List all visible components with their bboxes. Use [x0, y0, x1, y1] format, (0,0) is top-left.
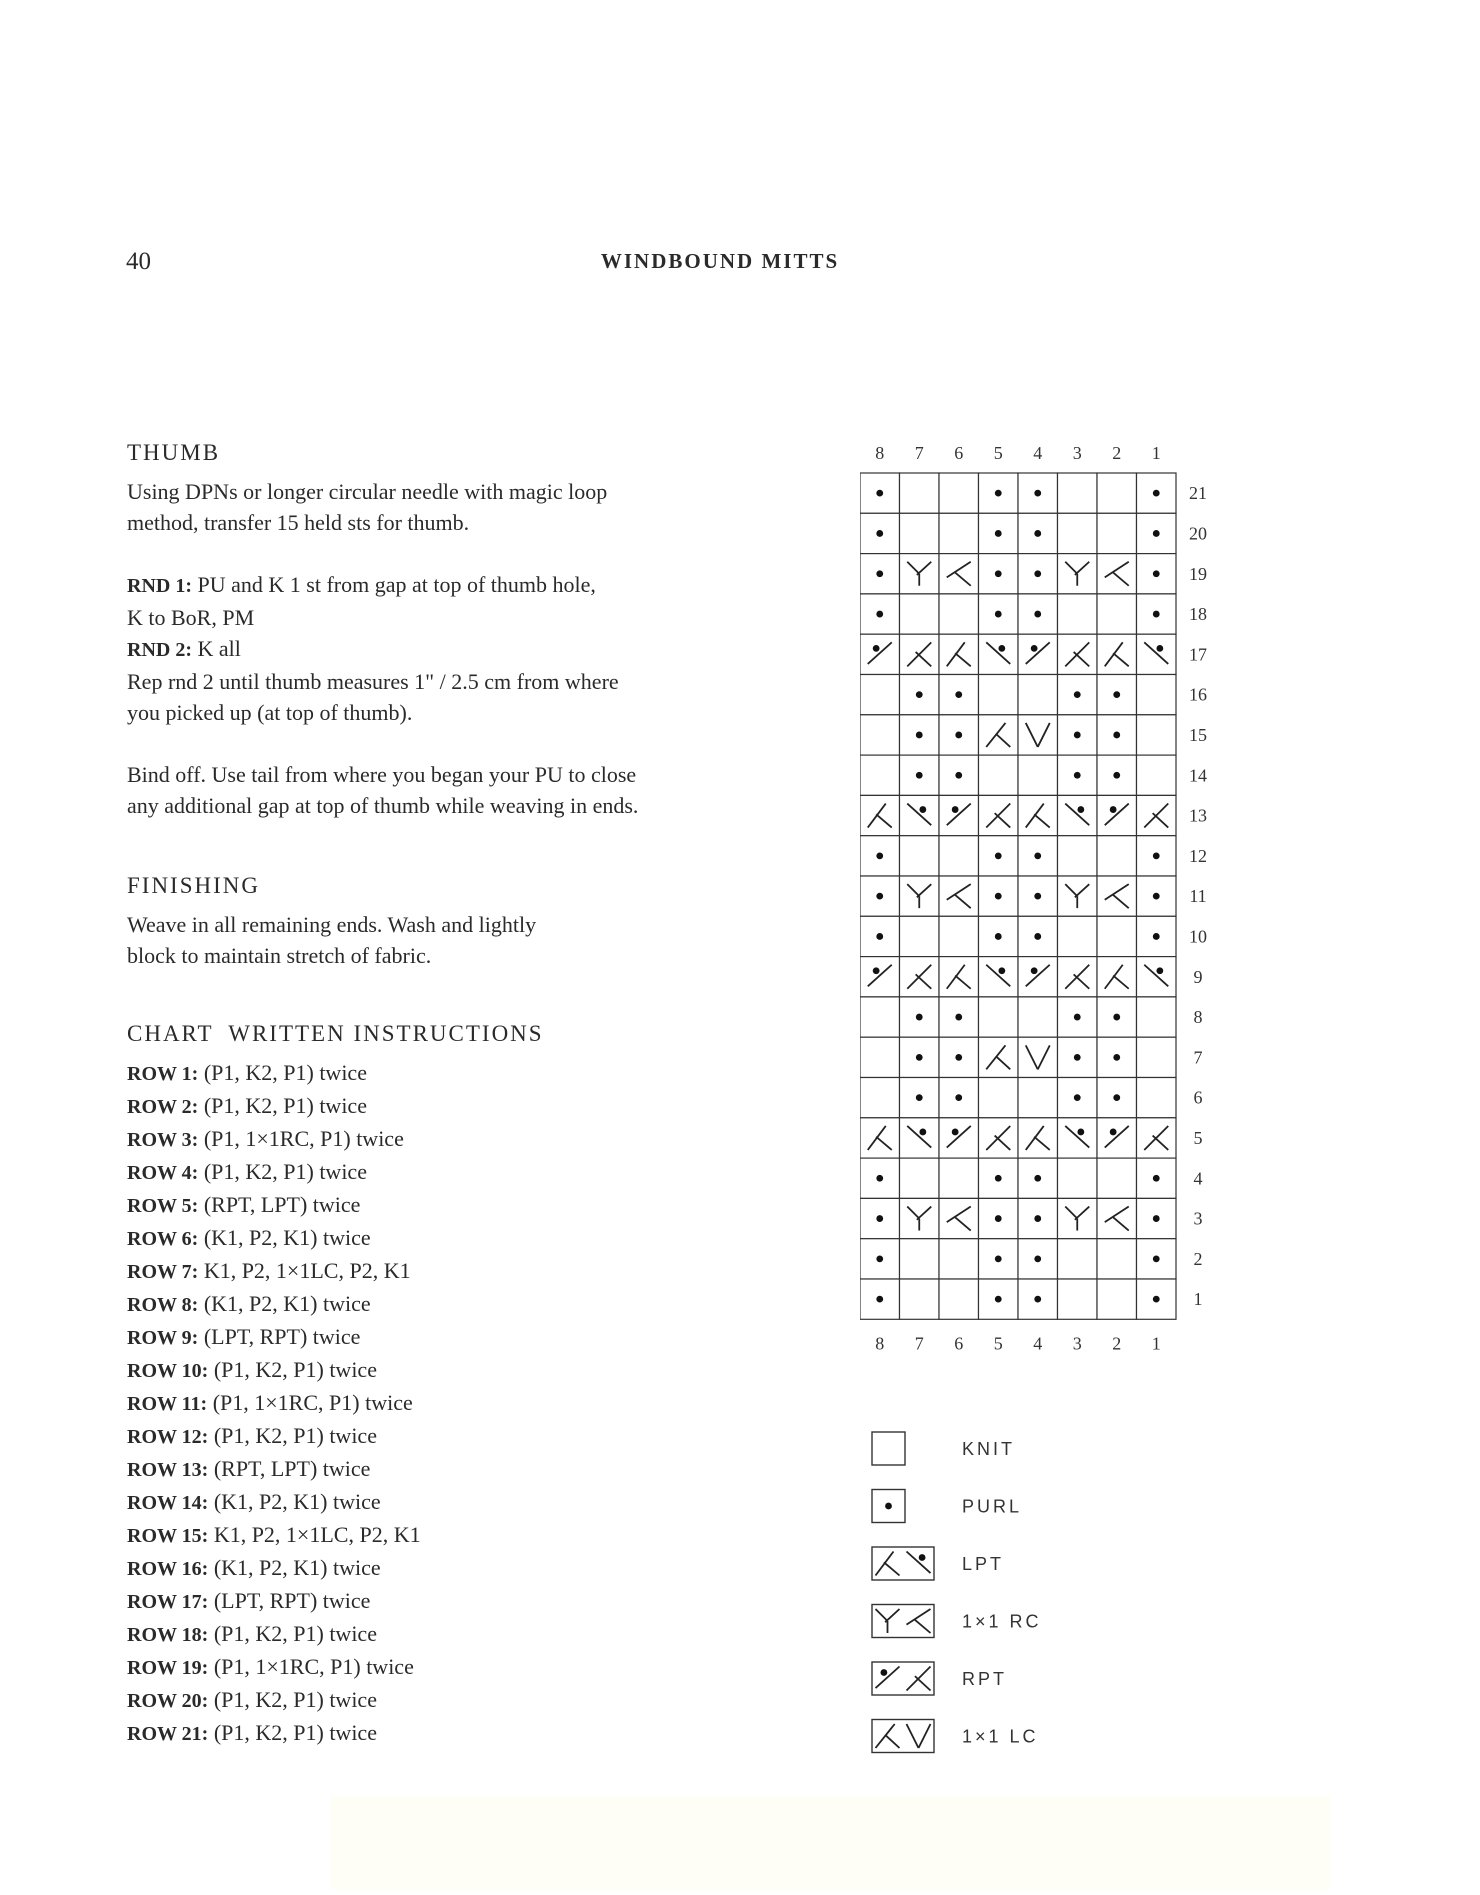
chart-cell-lc: [1018, 1037, 1058, 1077]
chart-cell-k: [900, 916, 940, 956]
bind-line: any additional gap at top of thumb while weaving in ends.: [127, 793, 639, 818]
row-instruction: [127, 1222, 747, 1255]
chart-cell-k: [939, 836, 979, 876]
row-instruction-text: (P1, 1×1RC, P1) twice: [208, 1654, 414, 1679]
row-instruction: [127, 1717, 747, 1750]
chart-cell-lpt: [1018, 795, 1058, 835]
row-instruction-text: (P1, 1×1RC, P1) twice: [207, 1390, 413, 1415]
stitch-symbol-p: [876, 530, 883, 537]
legend-label: KNIT: [962, 1439, 1016, 1459]
stitch-symbol-p: [955, 1014, 962, 1021]
stitch-symbol-p: [1074, 1094, 1081, 1101]
chart-cell-k: [1018, 675, 1058, 715]
finishing-line: block to maintain stretch of fabric.: [127, 943, 432, 968]
chart-cell-k: [1097, 1158, 1137, 1198]
column-label-bottom: 6: [954, 1333, 964, 1354]
stitch-symbol-p: [1153, 490, 1160, 497]
chart-cell-k: [900, 594, 940, 634]
row-instruction-text: (P1, K2, P1) twice: [208, 1621, 377, 1646]
chart-cell-lpt: [939, 957, 979, 997]
row-instruction-label: ROW 7:: [127, 1261, 199, 1283]
column-label-bottom: 3: [1072, 1333, 1082, 1354]
row-number-label: 16: [1189, 684, 1207, 705]
stitch-symbol-p: [1074, 772, 1081, 779]
chart-cell-k: [939, 1279, 979, 1319]
stitch-symbol-p: [995, 611, 1002, 618]
column-label-bottom: 5: [993, 1333, 1003, 1354]
chart-cell-k: [979, 997, 1019, 1037]
row-number-label: 19: [1189, 563, 1207, 584]
row-instruction-label: ROW 5:: [127, 1195, 199, 1217]
legend-label: 1×1 LC: [962, 1726, 1039, 1747]
stitch-symbol-p: [955, 772, 962, 779]
row-instruction: [127, 1585, 747, 1618]
row-number-label: 17: [1189, 644, 1207, 665]
stitch-symbol-p: [876, 1175, 883, 1182]
stitch-symbol-p: [916, 772, 923, 779]
row-instruction: [127, 1420, 747, 1453]
row-instruction: [127, 1552, 747, 1585]
chart-cell-k: [1058, 473, 1098, 513]
stitch-symbol-p: [1034, 1215, 1041, 1222]
row-instruction-label: ROW 12:: [127, 1426, 209, 1448]
rnd1-label: RND 1:: [127, 575, 192, 597]
chart-cell-lpt: [1097, 957, 1137, 997]
row-number-label: 21: [1189, 483, 1207, 504]
legend-label: LPT: [962, 1554, 1005, 1574]
column-label-bottom: 8: [875, 1333, 885, 1354]
chart-cell-k: [1097, 473, 1137, 513]
row-instruction-text: (K1, P2, K1) twice: [198, 1225, 371, 1250]
chart-cell-k: [1137, 675, 1177, 715]
instructions-heading: CHART WRITTEN INSTRUCTIONS: [127, 1021, 544, 1046]
stitch-symbol-p: [1034, 611, 1041, 618]
rnd2-text: K all: [192, 636, 241, 661]
legend-label: RPT: [962, 1669, 1007, 1689]
chart-cell-k: [1097, 1279, 1137, 1319]
chart-cell-k: [1137, 715, 1177, 755]
knitting-chart: [860, 0, 1240, 1890]
stitch-symbol-p: [995, 570, 1002, 577]
row-instruction-text: (K1, P2, K1) twice: [198, 1291, 371, 1316]
row-instruction-label: ROW 21:: [127, 1723, 209, 1745]
row-number-label: 11: [1189, 886, 1207, 907]
bind-line: Bind off. Use tail from where you began your PU to close: [127, 762, 637, 787]
stitch-symbol-p: [876, 490, 883, 497]
stitch-symbol-p: [1153, 570, 1160, 577]
row-instruction-label: ROW 6:: [127, 1228, 199, 1250]
stitch-symbol-p: [1074, 691, 1081, 698]
chart-cell-k: [939, 916, 979, 956]
stitch-symbol-p: [1153, 1296, 1160, 1303]
legend-label: 1×1 RC: [962, 1611, 1042, 1632]
row-number-label: 7: [1193, 1047, 1203, 1068]
row-instruction-label: ROW 1:: [127, 1063, 199, 1085]
stitch-symbol-p: [1153, 1175, 1160, 1182]
row-instruction-text: (P1, K2, P1) twice: [198, 1159, 367, 1184]
stitch-symbol-p: [1034, 933, 1041, 940]
stitch-symbol-p: [916, 732, 923, 739]
stitch-symbol-p: [1034, 1255, 1041, 1262]
stitch-symbol-p: [1074, 1054, 1081, 1061]
stitch-symbol-p: [916, 1014, 923, 1021]
stitch-symbol-p: [955, 1094, 962, 1101]
stitch-symbol-p: [876, 1296, 883, 1303]
chart-cell-k: [979, 1078, 1019, 1118]
row-instruction-label: ROW 11:: [127, 1393, 208, 1415]
row-instruction-label: ROW 17:: [127, 1591, 209, 1613]
stitch-symbol-p: [1034, 893, 1041, 900]
row-instruction-label: ROW 9:: [127, 1327, 199, 1349]
stitch-symbol-p: [916, 691, 923, 698]
chart-cell-k: [860, 1037, 900, 1077]
legend-label: PURL: [962, 1496, 1023, 1517]
row-instruction-label: ROW 18:: [127, 1624, 209, 1646]
chart-cell-k: [1097, 836, 1137, 876]
chart-cell-k: [860, 755, 900, 795]
chart-cell-k: [939, 513, 979, 553]
chart-cell-rc: [1097, 876, 1137, 916]
stitch-symbol-p: [995, 490, 1002, 497]
row-instruction: [127, 1387, 747, 1420]
chart-cell-k: [1137, 997, 1177, 1037]
column-label-top: 8: [875, 443, 885, 463]
stitch-symbol-p: [1153, 1215, 1160, 1222]
column-label-top: 1: [1151, 443, 1161, 463]
rep-line: you picked up (at top of thumb).: [127, 700, 413, 725]
stitch-symbol-p: [1113, 732, 1120, 739]
stitch-symbol-p: [1034, 530, 1041, 537]
stitch-symbol-p: [995, 933, 1002, 940]
row-instruction-text: K1, P2, 1×1LC, P2, K1: [198, 1258, 411, 1283]
stitch-symbol-p: [1153, 1255, 1160, 1262]
finishing-heading: FINISHING: [127, 873, 260, 898]
row-instruction: [127, 1321, 747, 1354]
row-number-label: 5: [1193, 1127, 1203, 1148]
chart-cell-k: [860, 675, 900, 715]
stitch-symbol-p: [876, 1255, 883, 1262]
thumb-intro-line: method, transfer 15 held sts for thumb.: [127, 510, 470, 535]
row-instruction-label: ROW 3:: [127, 1129, 199, 1151]
row-instruction-text: (P1, K2, P1) twice: [198, 1060, 367, 1085]
row-instruction-text: (P1, K2, P1) twice: [208, 1687, 377, 1712]
chart-cell-k: [860, 1078, 900, 1118]
column-label-top: 5: [993, 443, 1003, 463]
stitch-symbol-p: [1034, 570, 1041, 577]
chart-cell-lc: [1018, 715, 1058, 755]
stitch-symbol-p: [885, 1503, 892, 1510]
column-label-top: 3: [1072, 443, 1082, 463]
stitch-symbol-p: [1113, 1014, 1120, 1021]
row-instruction: [127, 1453, 747, 1486]
stitch-symbol-p: [876, 1215, 883, 1222]
row-instruction: [127, 1288, 747, 1321]
row-instruction: [127, 1684, 747, 1717]
row-instruction-text: (P1, 1×1RC, P1) twice: [198, 1126, 404, 1151]
row-number-label: 6: [1193, 1087, 1203, 1108]
chart-cell-k: [939, 1239, 979, 1279]
row-instruction: [127, 1519, 747, 1552]
chart-cell-k: [1137, 1078, 1177, 1118]
stitch-symbol-p: [1153, 611, 1160, 618]
row-number-label: 15: [1189, 724, 1207, 745]
row-instruction: [127, 1651, 747, 1684]
row-instruction-label: ROW 13:: [127, 1459, 209, 1481]
chart-cell-rc: [939, 554, 979, 594]
chart-cell-k: [1058, 1239, 1098, 1279]
rnd2-label: RND 2:: [127, 639, 192, 661]
row-instruction: [127, 1123, 747, 1156]
column-label-top: 6: [954, 443, 964, 463]
row-instruction-label: ROW 16:: [127, 1558, 209, 1580]
stitch-symbol-p: [1153, 530, 1160, 537]
row-number-label: 9: [1193, 966, 1203, 987]
row-instruction-text: (P1, K2, P1) twice: [208, 1720, 377, 1745]
chart-cell-k: [1058, 594, 1098, 634]
chart-cell-k: [900, 1239, 940, 1279]
stitch-symbol-p: [1034, 852, 1041, 859]
stitch-symbol-p: [995, 893, 1002, 900]
column-label-bottom: 1: [1151, 1333, 1161, 1354]
row-instruction-label: ROW 14:: [127, 1492, 209, 1514]
chart-cell-k: [939, 473, 979, 513]
row-number-label: 8: [1193, 1007, 1203, 1028]
stitch-symbol-p: [1034, 1175, 1041, 1182]
stitch-symbol-p: [1153, 933, 1160, 940]
legend-swatch: [872, 1662, 934, 1695]
stitch-symbol-p: [995, 530, 1002, 537]
column-label-top: 4: [1033, 443, 1043, 463]
chart-cell-k: [1097, 1239, 1137, 1279]
chart-cell-lpt: [939, 634, 979, 674]
row-instruction: [127, 1255, 747, 1288]
row-instruction-text: (P1, K2, P1) twice: [208, 1423, 377, 1448]
stitch-symbol-p: [916, 1054, 923, 1061]
row-number-label: 3: [1193, 1208, 1203, 1229]
chart-cell-k: [1097, 513, 1137, 553]
stitch-symbol-p: [955, 1054, 962, 1061]
chart-cell-k: [1058, 1279, 1098, 1319]
row-instruction-text: (K1, P2, K1) twice: [208, 1489, 381, 1514]
rnd1-line: [127, 569, 747, 602]
stitch-symbol-p: [1113, 691, 1120, 698]
row-instruction: [127, 1354, 747, 1387]
row-number-label: 1: [1193, 1289, 1203, 1310]
legend-swatch: [872, 1547, 934, 1580]
stitch-symbol-p: [876, 933, 883, 940]
row-number-label: 18: [1189, 604, 1207, 625]
chart-cell-k: [900, 836, 940, 876]
stitch-symbol-p: [995, 1255, 1002, 1262]
chart-cell-k: [900, 1158, 940, 1198]
stitch-symbol-p: [995, 1296, 1002, 1303]
chart-cell-rc: [939, 1198, 979, 1238]
thumb-heading: THUMB: [127, 440, 221, 465]
row-number-label: 13: [1189, 805, 1207, 826]
stitch-symbol-p: [1113, 1054, 1120, 1061]
chart-cell-k: [900, 473, 940, 513]
row-instruction-label: ROW 2:: [127, 1096, 199, 1118]
row-number-label: 12: [1189, 845, 1207, 866]
stitch-symbol-p: [995, 1215, 1002, 1222]
column-label-bottom: 4: [1033, 1333, 1043, 1354]
finishing-line: Weave in all remaining ends. Wash and lightly: [127, 912, 537, 937]
chart-cell-k: [939, 1158, 979, 1198]
chart-cell-lpt: [1018, 1118, 1058, 1158]
row-instruction: [127, 1486, 747, 1519]
chart-cell-k: [1058, 916, 1098, 956]
chart-cell-k: [979, 755, 1019, 795]
chart-cell-k: [1097, 916, 1137, 956]
chart-cell-k: [1097, 594, 1137, 634]
chart-cell-rc: [1097, 554, 1137, 594]
chart-cell-rc: [939, 876, 979, 916]
chart-cell-k: [1058, 513, 1098, 553]
row-instruction-label: ROW 8:: [127, 1294, 199, 1316]
rep-line: Rep rnd 2 until thumb measures 1" / 2.5 cm from where: [127, 669, 619, 694]
chart-area: [860, 0, 1240, 1890]
row-instruction-text: (RPT, LPT) twice: [208, 1456, 371, 1481]
page-number: 40: [126, 248, 151, 275]
stitch-symbol-p: [876, 852, 883, 859]
row-instruction-label: ROW 20:: [127, 1690, 209, 1712]
row-instruction: [127, 1156, 747, 1189]
chart-cell-lpt: [860, 795, 900, 835]
row-number-label: 2: [1193, 1248, 1203, 1269]
legend-swatch: [872, 1432, 905, 1465]
stitch-symbol-p: [916, 1094, 923, 1101]
row-number-label: 20: [1189, 523, 1207, 544]
row-instruction-label: ROW 15:: [127, 1525, 209, 1547]
page-tint: [330, 1796, 1330, 1890]
column-label-top: 2: [1112, 443, 1122, 463]
row-number-label: 14: [1189, 765, 1207, 786]
stitch-symbol-p: [1034, 490, 1041, 497]
column-label-bottom: 2: [1112, 1333, 1122, 1354]
stitch-symbol-p: [1074, 1014, 1081, 1021]
column-label-top: 7: [914, 443, 924, 463]
stitch-symbol-p: [1034, 1296, 1041, 1303]
row-instruction-label: ROW 19:: [127, 1657, 209, 1679]
chart-cell-k: [1137, 755, 1177, 795]
row-instruction: [127, 1090, 747, 1123]
row-instruction-text: (P1, K2, P1) twice: [208, 1357, 377, 1382]
stitch-symbol-p: [876, 893, 883, 900]
row-instruction-text: (K1, P2, K1) twice: [208, 1555, 381, 1580]
chart-cell-k: [1058, 836, 1098, 876]
row-instruction: [127, 1189, 747, 1222]
stitch-symbol-p: [955, 691, 962, 698]
row-instructions: [127, 1057, 747, 1750]
row-instruction-text: (P1, K2, P1) twice: [198, 1093, 367, 1118]
stitch-symbol-p: [876, 570, 883, 577]
row-instruction-text: (LPT, RPT) twice: [198, 1324, 361, 1349]
row-number-label: 10: [1189, 926, 1207, 947]
chart-cell-rc: [1097, 1198, 1137, 1238]
chart-cell-k: [860, 997, 900, 1037]
chart-cell-k: [1018, 755, 1058, 795]
stitch-symbol-p: [876, 611, 883, 618]
running-title: WINDBOUND MITTS: [600, 249, 840, 273]
thumb-intro-line: Using DPNs or longer circular needle with magic loop: [127, 479, 608, 504]
row-number-label: 4: [1193, 1168, 1203, 1189]
chart-cell-k: [860, 715, 900, 755]
chart-cell-k: [900, 1279, 940, 1319]
stitch-symbol-p: [1153, 893, 1160, 900]
chart-cell-k: [900, 513, 940, 553]
row-instruction-text: (LPT, RPT) twice: [208, 1588, 371, 1613]
row-instruction: [127, 1057, 747, 1090]
rnd1-line2: K to BoR, PM: [127, 605, 255, 630]
row-instruction-label: ROW 4:: [127, 1162, 199, 1184]
row-instruction: [127, 1618, 747, 1651]
row-instruction-label: ROW 10:: [127, 1360, 209, 1382]
chart-cell-k: [1018, 997, 1058, 1037]
stitch-symbol-p: [1113, 1094, 1120, 1101]
chart-cell-k: [1058, 1158, 1098, 1198]
row-instruction-text: (RPT, LPT) twice: [198, 1192, 361, 1217]
text-column: [127, 440, 747, 1750]
rnd1-text: PU and K 1 st from gap at top of thumb hole,: [192, 572, 596, 597]
stitch-symbol-p: [1113, 772, 1120, 779]
chart-cell-lpt: [860, 1118, 900, 1158]
chart-cell-k: [1137, 1037, 1177, 1077]
chart-cell-k: [939, 594, 979, 634]
stitch-symbol-p: [995, 852, 1002, 859]
legend-swatch: [872, 1605, 934, 1638]
chart-cell-lpt: [1097, 634, 1137, 674]
rnd2-line: [127, 633, 747, 666]
stitch-symbol-p: [995, 1175, 1002, 1182]
stitch-symbol-p: [1074, 732, 1081, 739]
stitch-symbol-p: [955, 732, 962, 739]
chart-cell-k: [1018, 1078, 1058, 1118]
row-instruction-text: K1, P2, 1×1LC, P2, K1: [208, 1522, 421, 1547]
stitch-symbol-p: [1153, 852, 1160, 859]
column-label-bottom: 7: [914, 1333, 924, 1354]
chart-cell-k: [979, 675, 1019, 715]
